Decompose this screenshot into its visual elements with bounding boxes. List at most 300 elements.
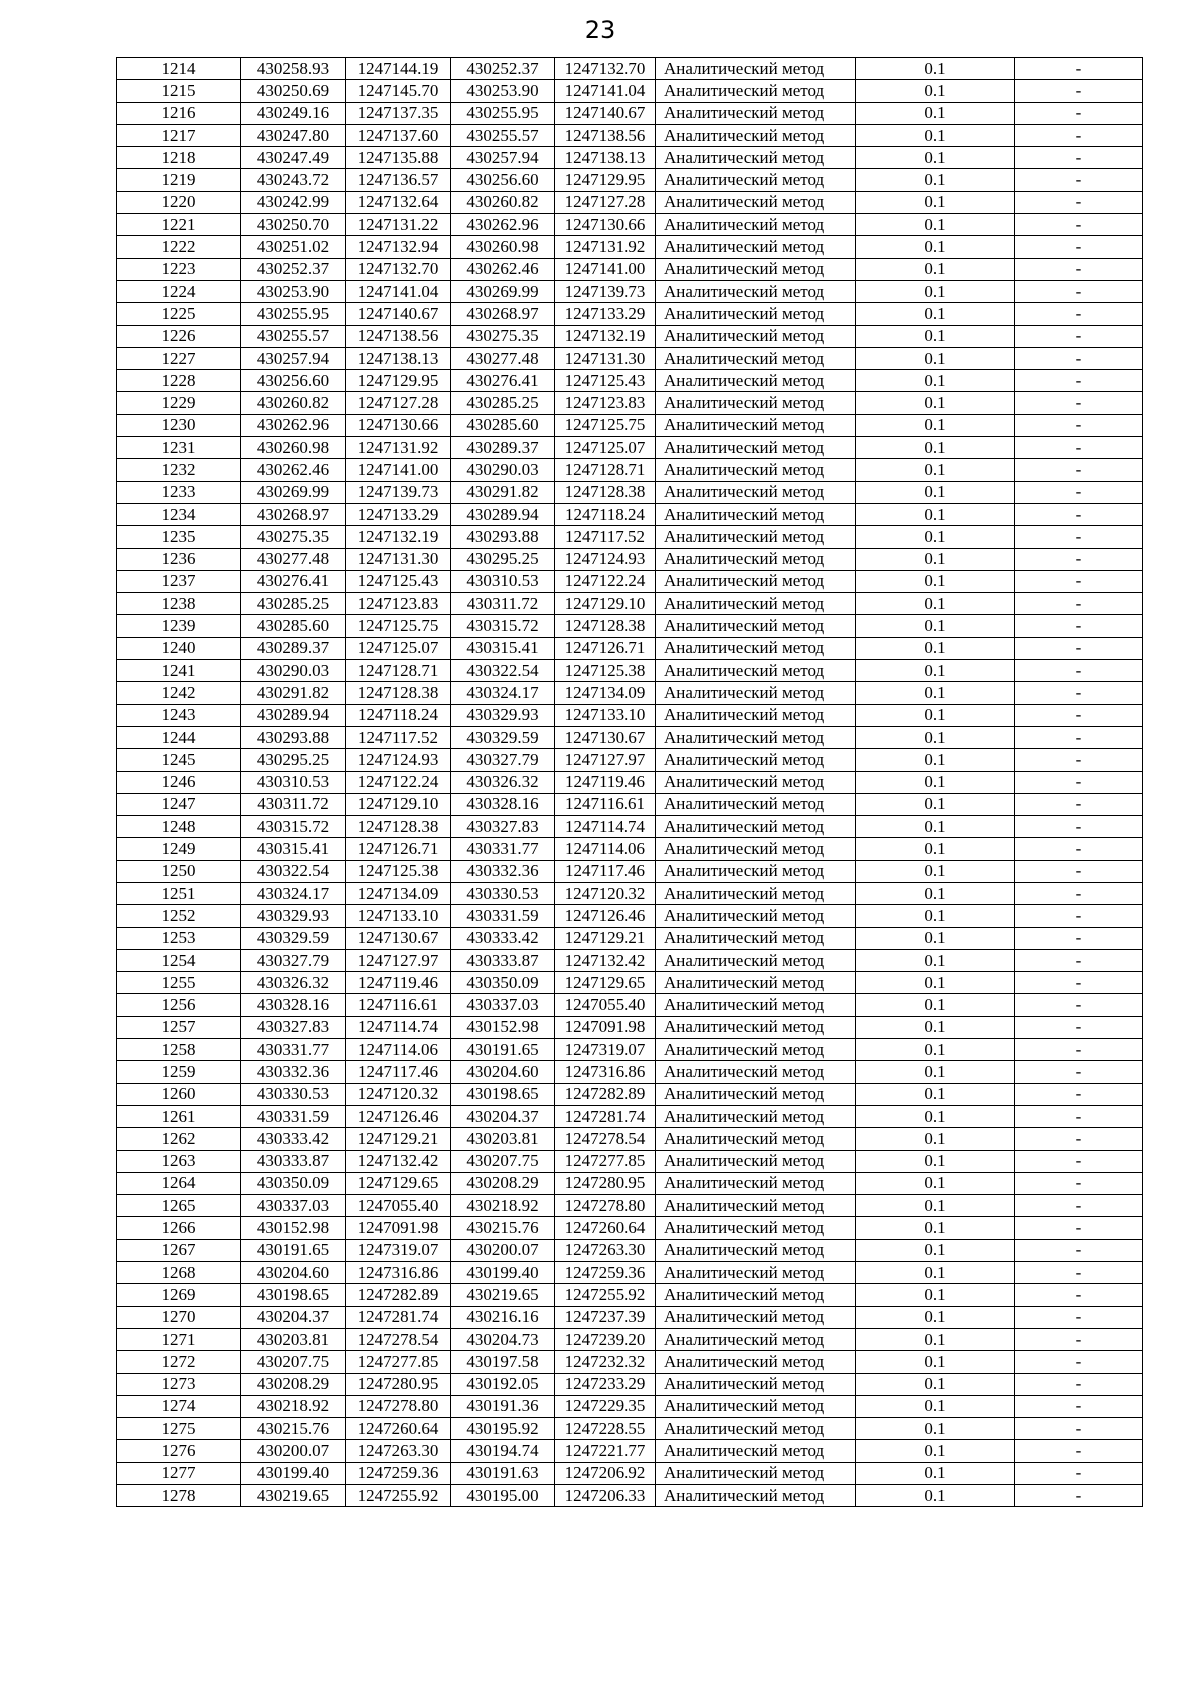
note-cell: -	[1015, 503, 1143, 525]
y1-cell: 1247128.38	[346, 816, 451, 838]
note-cell: -	[1015, 347, 1143, 369]
precision-cell: 0.1	[856, 124, 1015, 146]
x2-cell: 430277.48	[451, 347, 555, 369]
table-row	[117, 593, 1143, 615]
point-number-cell: 1222	[117, 236, 241, 258]
precision-cell: 0.1	[856, 1150, 1015, 1172]
x1-cell: 430310.53	[241, 771, 346, 793]
y2-cell: 1247117.46	[555, 860, 656, 882]
x1-cell: 430260.82	[241, 392, 346, 414]
precision-cell: 0.1	[856, 749, 1015, 771]
y1-cell: 1247140.67	[346, 303, 451, 325]
method-cell: Аналитический метод	[656, 704, 856, 726]
y1-cell: 1247131.22	[346, 214, 451, 236]
y2-cell: 1247281.74	[555, 1105, 656, 1127]
note-cell: -	[1015, 370, 1143, 392]
x2-cell: 430291.82	[451, 481, 555, 503]
x1-cell: 430218.92	[241, 1395, 346, 1417]
y2-cell: 1247255.92	[555, 1284, 656, 1306]
y1-cell: 1247144.19	[346, 58, 451, 80]
x2-cell: 430256.60	[451, 169, 555, 191]
precision-cell: 0.1	[856, 548, 1015, 570]
y1-cell: 1247259.36	[346, 1462, 451, 1484]
table-row	[117, 169, 1143, 191]
precision-cell: 0.1	[856, 905, 1015, 927]
x1-cell: 430243.72	[241, 169, 346, 191]
y1-cell: 1247055.40	[346, 1195, 451, 1217]
note-cell: -	[1015, 660, 1143, 682]
x1-cell: 430315.41	[241, 838, 346, 860]
point-number-cell: 1250	[117, 860, 241, 882]
table-row	[117, 860, 1143, 882]
point-number-cell: 1234	[117, 503, 241, 525]
y2-cell: 1247138.56	[555, 124, 656, 146]
x2-cell: 430198.65	[451, 1083, 555, 1105]
x2-cell: 430289.37	[451, 437, 555, 459]
note-cell: -	[1015, 325, 1143, 347]
point-number-cell: 1221	[117, 214, 241, 236]
y1-cell: 1247125.75	[346, 615, 451, 637]
note-cell: -	[1015, 1440, 1143, 1462]
y1-cell: 1247128.38	[346, 682, 451, 704]
note-cell: -	[1015, 615, 1143, 637]
y2-cell: 1247278.54	[555, 1128, 656, 1150]
y1-cell: 1247133.29	[346, 503, 451, 525]
point-number-cell: 1220	[117, 191, 241, 213]
precision-cell: 0.1	[856, 1016, 1015, 1038]
point-number-cell: 1228	[117, 370, 241, 392]
note-cell: -	[1015, 972, 1143, 994]
precision-cell: 0.1	[856, 1239, 1015, 1261]
note-cell: -	[1015, 80, 1143, 102]
y1-cell: 1247137.60	[346, 124, 451, 146]
y2-cell: 1247232.32	[555, 1351, 656, 1373]
y1-cell: 1247128.71	[346, 660, 451, 682]
table-row	[117, 771, 1143, 793]
note-cell: -	[1015, 1195, 1143, 1217]
table-row	[117, 994, 1143, 1016]
precision-cell: 0.1	[856, 1328, 1015, 1350]
x2-cell: 430285.25	[451, 392, 555, 414]
y2-cell: 1247126.46	[555, 905, 656, 927]
precision-cell: 0.1	[856, 1462, 1015, 1484]
method-cell: Аналитический метод	[656, 1440, 856, 1462]
y1-cell: 1247125.38	[346, 860, 451, 882]
method-cell: Аналитический метод	[656, 905, 856, 927]
note-cell: -	[1015, 1328, 1143, 1350]
x2-cell: 430332.36	[451, 860, 555, 882]
y1-cell: 1247263.30	[346, 1440, 451, 1462]
method-cell: Аналитический метод	[656, 927, 856, 949]
precision-cell: 0.1	[856, 972, 1015, 994]
y1-cell: 1247278.80	[346, 1395, 451, 1417]
y1-cell: 1247123.83	[346, 593, 451, 615]
note-cell: -	[1015, 1217, 1143, 1239]
method-cell: Аналитический метод	[656, 1239, 856, 1261]
x2-cell: 430337.03	[451, 994, 555, 1016]
x2-cell: 430315.41	[451, 637, 555, 659]
y1-cell: 1247277.85	[346, 1351, 451, 1373]
method-cell: Аналитический метод	[656, 793, 856, 815]
note-cell: -	[1015, 414, 1143, 436]
table-row	[117, 637, 1143, 659]
precision-cell: 0.1	[856, 58, 1015, 80]
y2-cell: 1247125.38	[555, 660, 656, 682]
x2-cell: 430260.98	[451, 236, 555, 258]
method-cell: Аналитический метод	[656, 1105, 856, 1127]
point-number-cell: 1255	[117, 972, 241, 994]
x2-cell: 430255.57	[451, 124, 555, 146]
y2-cell: 1247260.64	[555, 1217, 656, 1239]
y2-cell: 1247117.52	[555, 526, 656, 548]
x2-cell: 430293.88	[451, 526, 555, 548]
precision-cell: 0.1	[856, 1217, 1015, 1239]
x2-cell: 430262.96	[451, 214, 555, 236]
y2-cell: 1247141.00	[555, 258, 656, 280]
x1-cell: 430242.99	[241, 191, 346, 213]
table-row	[117, 147, 1143, 169]
point-number-cell: 1248	[117, 816, 241, 838]
table-row	[117, 1128, 1143, 1150]
y1-cell: 1247091.98	[346, 1217, 451, 1239]
method-cell: Аналитический метод	[656, 1306, 856, 1328]
precision-cell: 0.1	[856, 1061, 1015, 1083]
precision-cell: 0.1	[856, 303, 1015, 325]
y2-cell: 1247127.97	[555, 749, 656, 771]
y1-cell: 1247129.65	[346, 1172, 451, 1194]
y1-cell: 1247117.52	[346, 726, 451, 748]
precision-cell: 0.1	[856, 1195, 1015, 1217]
y1-cell: 1247118.24	[346, 704, 451, 726]
precision-cell: 0.1	[856, 414, 1015, 436]
note-cell: -	[1015, 1284, 1143, 1306]
precision-cell: 0.1	[856, 615, 1015, 637]
table-row	[117, 570, 1143, 592]
x1-cell: 430295.25	[241, 749, 346, 771]
note-cell: -	[1015, 949, 1143, 971]
method-cell: Аналитический метод	[656, 370, 856, 392]
x1-cell: 430203.81	[241, 1328, 346, 1350]
y1-cell: 1247132.70	[346, 258, 451, 280]
precision-cell: 0.1	[856, 637, 1015, 659]
x2-cell: 430262.46	[451, 258, 555, 280]
point-number-cell: 1254	[117, 949, 241, 971]
x1-cell: 430311.72	[241, 793, 346, 815]
note-cell: -	[1015, 816, 1143, 838]
x2-cell: 430191.63	[451, 1462, 555, 1484]
x1-cell: 430258.93	[241, 58, 346, 80]
method-cell: Аналитический метод	[656, 860, 856, 882]
note-cell: -	[1015, 280, 1143, 302]
y1-cell: 1247126.71	[346, 838, 451, 860]
x2-cell: 430207.75	[451, 1150, 555, 1172]
x1-cell: 430255.57	[241, 325, 346, 347]
method-cell: Аналитический метод	[656, 58, 856, 80]
note-cell: -	[1015, 236, 1143, 258]
method-cell: Аналитический метод	[656, 882, 856, 904]
x2-cell: 430315.72	[451, 615, 555, 637]
note-cell: -	[1015, 1016, 1143, 1038]
x1-cell: 430251.02	[241, 236, 346, 258]
point-number-cell: 1260	[117, 1083, 241, 1105]
y1-cell: 1247116.61	[346, 994, 451, 1016]
y1-cell: 1247120.32	[346, 1083, 451, 1105]
table-row	[117, 704, 1143, 726]
x1-cell: 430275.35	[241, 526, 346, 548]
note-cell: -	[1015, 1485, 1143, 1507]
y2-cell: 1247129.21	[555, 927, 656, 949]
method-cell: Аналитический метод	[656, 1083, 856, 1105]
y2-cell: 1247091.98	[555, 1016, 656, 1038]
point-number-cell: 1251	[117, 882, 241, 904]
y2-cell: 1247129.65	[555, 972, 656, 994]
x2-cell: 430192.05	[451, 1373, 555, 1395]
table-row	[117, 102, 1143, 124]
note-cell: -	[1015, 704, 1143, 726]
note-cell: -	[1015, 682, 1143, 704]
point-number-cell: 1267	[117, 1239, 241, 1261]
precision-cell: 0.1	[856, 169, 1015, 191]
x1-cell: 430268.97	[241, 503, 346, 525]
precision-cell: 0.1	[856, 1440, 1015, 1462]
y2-cell: 1247131.30	[555, 347, 656, 369]
y2-cell: 1247128.38	[555, 481, 656, 503]
y2-cell: 1247118.24	[555, 503, 656, 525]
note-cell: -	[1015, 526, 1143, 548]
method-cell: Аналитический метод	[656, 80, 856, 102]
x1-cell: 430252.37	[241, 258, 346, 280]
point-number-cell: 1261	[117, 1105, 241, 1127]
x2-cell: 430276.41	[451, 370, 555, 392]
method-cell: Аналитический метод	[656, 258, 856, 280]
point-number-cell: 1258	[117, 1039, 241, 1061]
x1-cell: 430315.72	[241, 816, 346, 838]
precision-cell: 0.1	[856, 1306, 1015, 1328]
point-number-cell: 1266	[117, 1217, 241, 1239]
table-row	[117, 1462, 1143, 1484]
method-cell: Аналитический метод	[656, 459, 856, 481]
x2-cell: 430191.65	[451, 1039, 555, 1061]
table-row	[117, 526, 1143, 548]
method-cell: Аналитический метод	[656, 1462, 856, 1484]
x2-cell: 430328.16	[451, 793, 555, 815]
y2-cell: 1247122.24	[555, 570, 656, 592]
precision-cell: 0.1	[856, 258, 1015, 280]
y2-cell: 1247140.67	[555, 102, 656, 124]
precision-cell: 0.1	[856, 102, 1015, 124]
x1-cell: 430262.96	[241, 414, 346, 436]
method-cell: Аналитический метод	[656, 1150, 856, 1172]
precision-cell: 0.1	[856, 147, 1015, 169]
precision-cell: 0.1	[856, 1262, 1015, 1284]
point-number-cell: 1230	[117, 414, 241, 436]
table-row	[117, 481, 1143, 503]
precision-cell: 0.1	[856, 1395, 1015, 1417]
precision-cell: 0.1	[856, 347, 1015, 369]
precision-cell: 0.1	[856, 860, 1015, 882]
note-cell: -	[1015, 124, 1143, 146]
y1-cell: 1247280.95	[346, 1373, 451, 1395]
method-cell: Аналитический метод	[656, 1195, 856, 1217]
note-cell: -	[1015, 637, 1143, 659]
y2-cell: 1247130.66	[555, 214, 656, 236]
precision-cell: 0.1	[856, 325, 1015, 347]
y2-cell: 1247114.74	[555, 816, 656, 838]
precision-cell: 0.1	[856, 191, 1015, 213]
x1-cell: 430333.42	[241, 1128, 346, 1150]
precision-cell: 0.1	[856, 1373, 1015, 1395]
x1-cell: 430207.75	[241, 1351, 346, 1373]
note-cell: -	[1015, 1083, 1143, 1105]
table-row	[117, 816, 1143, 838]
x2-cell: 430199.40	[451, 1262, 555, 1284]
x1-cell: 430262.46	[241, 459, 346, 481]
y1-cell: 1247129.21	[346, 1128, 451, 1150]
point-number-cell: 1270	[117, 1306, 241, 1328]
method-cell: Аналитический метод	[656, 637, 856, 659]
note-cell: -	[1015, 1306, 1143, 1328]
x2-cell: 430329.59	[451, 726, 555, 748]
point-number-cell: 1246	[117, 771, 241, 793]
note-cell: -	[1015, 994, 1143, 1016]
x2-cell: 430310.53	[451, 570, 555, 592]
x2-cell: 430289.94	[451, 503, 555, 525]
method-cell: Аналитический метод	[656, 347, 856, 369]
coordinates-table	[116, 57, 1143, 1507]
table-row	[117, 503, 1143, 525]
precision-cell: 0.1	[856, 593, 1015, 615]
x1-cell: 430289.37	[241, 637, 346, 659]
point-number-cell: 1218	[117, 147, 241, 169]
note-cell: -	[1015, 392, 1143, 414]
y1-cell: 1247136.57	[346, 169, 451, 191]
precision-cell: 0.1	[856, 927, 1015, 949]
y2-cell: 1247123.83	[555, 392, 656, 414]
x1-cell: 430276.41	[241, 570, 346, 592]
method-cell: Аналитический метод	[656, 124, 856, 146]
precision-cell: 0.1	[856, 994, 1015, 1016]
method-cell: Аналитический метод	[656, 660, 856, 682]
method-cell: Аналитический метод	[656, 949, 856, 971]
y2-cell: 1247119.46	[555, 771, 656, 793]
method-cell: Аналитический метод	[656, 838, 856, 860]
x2-cell: 430322.54	[451, 660, 555, 682]
point-number-cell: 1245	[117, 749, 241, 771]
note-cell: -	[1015, 838, 1143, 860]
table-row	[117, 1083, 1143, 1105]
precision-cell: 0.1	[856, 838, 1015, 860]
y2-cell: 1247125.43	[555, 370, 656, 392]
note-cell: -	[1015, 771, 1143, 793]
note-cell: -	[1015, 481, 1143, 503]
table-row	[117, 347, 1143, 369]
x2-cell: 430195.92	[451, 1418, 555, 1440]
note-cell: -	[1015, 1351, 1143, 1373]
method-cell: Аналитический метод	[656, 1262, 856, 1284]
y1-cell: 1247141.00	[346, 459, 451, 481]
note-cell: -	[1015, 1373, 1143, 1395]
y2-cell: 1247116.61	[555, 793, 656, 815]
y2-cell: 1247134.09	[555, 682, 656, 704]
point-number-cell: 1253	[117, 927, 241, 949]
x1-cell: 430253.90	[241, 280, 346, 302]
x1-cell: 430247.80	[241, 124, 346, 146]
y2-cell: 1247263.30	[555, 1239, 656, 1261]
method-cell: Аналитический метод	[656, 1395, 856, 1417]
x1-cell: 430337.03	[241, 1195, 346, 1217]
x1-cell: 430215.76	[241, 1418, 346, 1440]
method-cell: Аналитический метод	[656, 414, 856, 436]
table-row	[117, 660, 1143, 682]
point-number-cell: 1240	[117, 637, 241, 659]
method-cell: Аналитический метод	[656, 593, 856, 615]
y1-cell: 1247134.09	[346, 882, 451, 904]
point-number-cell: 1237	[117, 570, 241, 592]
point-number-cell: 1214	[117, 58, 241, 80]
method-cell: Аналитический метод	[656, 771, 856, 793]
table-row	[117, 1328, 1143, 1350]
x2-cell: 430252.37	[451, 58, 555, 80]
method-cell: Аналитический метод	[656, 392, 856, 414]
x1-cell: 430256.60	[241, 370, 346, 392]
y2-cell: 1247055.40	[555, 994, 656, 1016]
method-cell: Аналитический метод	[656, 548, 856, 570]
y1-cell: 1247130.67	[346, 927, 451, 949]
x2-cell: 430191.36	[451, 1395, 555, 1417]
note-cell: -	[1015, 459, 1143, 481]
x1-cell: 430322.54	[241, 860, 346, 882]
point-number-cell: 1224	[117, 280, 241, 302]
method-cell: Аналитический метод	[656, 1172, 856, 1194]
point-number-cell: 1268	[117, 1262, 241, 1284]
point-number-cell: 1229	[117, 392, 241, 414]
precision-cell: 0.1	[856, 392, 1015, 414]
y1-cell: 1247125.43	[346, 570, 451, 592]
precision-cell: 0.1	[856, 949, 1015, 971]
x1-cell: 430204.37	[241, 1306, 346, 1328]
note-cell: -	[1015, 58, 1143, 80]
x2-cell: 430275.35	[451, 325, 555, 347]
precision-cell: 0.1	[856, 570, 1015, 592]
note-cell: -	[1015, 726, 1143, 748]
precision-cell: 0.1	[856, 1418, 1015, 1440]
x1-cell: 430285.25	[241, 593, 346, 615]
x2-cell: 430311.72	[451, 593, 555, 615]
x1-cell: 430326.32	[241, 972, 346, 994]
precision-cell: 0.1	[856, 682, 1015, 704]
table-row	[117, 1105, 1143, 1127]
table-row	[117, 325, 1143, 347]
method-cell: Аналитический метод	[656, 481, 856, 503]
y2-cell: 1247128.71	[555, 459, 656, 481]
y1-cell: 1247129.10	[346, 793, 451, 815]
x1-cell: 430250.70	[241, 214, 346, 236]
point-number-cell: 1259	[117, 1061, 241, 1083]
x2-cell: 430327.83	[451, 816, 555, 838]
point-number-cell: 1256	[117, 994, 241, 1016]
table-row	[117, 949, 1143, 971]
y2-cell: 1247129.95	[555, 169, 656, 191]
note-cell: -	[1015, 147, 1143, 169]
y1-cell: 1247132.94	[346, 236, 451, 258]
y1-cell: 1247133.10	[346, 905, 451, 927]
note-cell: -	[1015, 793, 1143, 815]
precision-cell: 0.1	[856, 1039, 1015, 1061]
x1-cell: 430247.49	[241, 147, 346, 169]
x1-cell: 430219.65	[241, 1485, 346, 1507]
y2-cell: 1247282.89	[555, 1083, 656, 1105]
y2-cell: 1247277.85	[555, 1150, 656, 1172]
